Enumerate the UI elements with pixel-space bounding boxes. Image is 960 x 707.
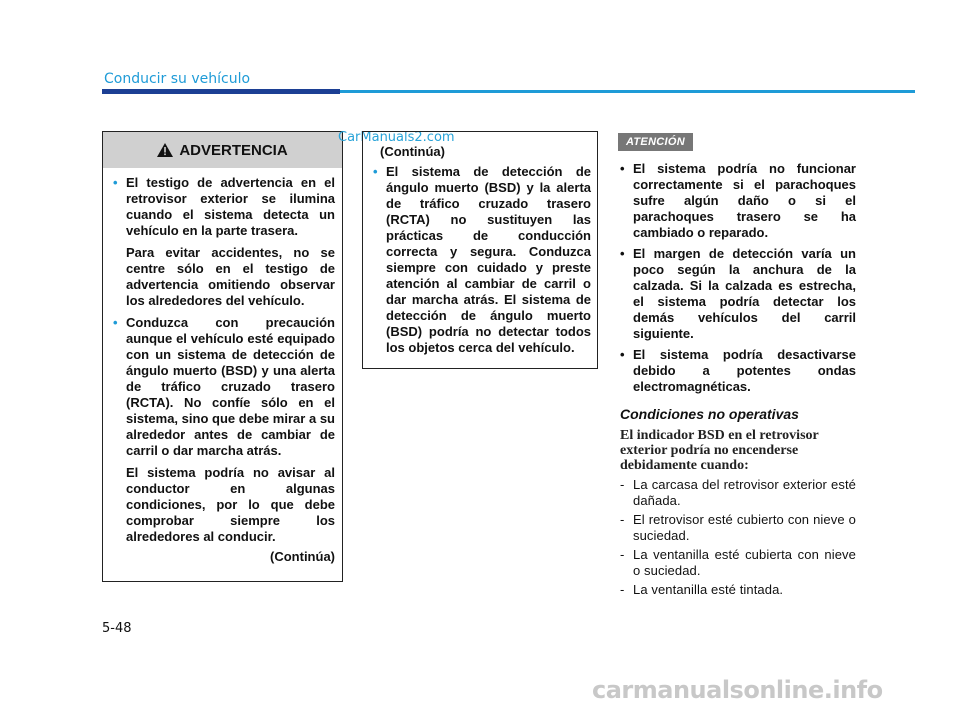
header-title: Conducir su vehículo — [104, 71, 251, 87]
list-item — [620, 246, 856, 342]
item-text: El sistema podría desactivarse debido a potentes ondas electromagnéticas. — [633, 347, 856, 394]
bullet-icon: • — [113, 315, 118, 330]
item-text: El margen de detección varía un poco según la anchura de la calzada. Si la calzada es estrecha, el sistema podría detectar los demás vehículos del carril siguiente. — [633, 246, 856, 341]
dash-marker: - — [620, 582, 625, 597]
bullet-icon: • — [373, 164, 378, 179]
conditions-list — [620, 477, 856, 601]
section-heading: Condiciones no operativas — [620, 406, 799, 422]
item-text: La ventanilla esté cubierta con nieve o suciedad. — [633, 547, 856, 578]
section-subheading: El indicador BSD en el retrovisor exterior podría no encenderse debidamente cuando: — [620, 428, 819, 473]
list-item — [113, 315, 335, 565]
list-item — [620, 512, 856, 544]
warning-list — [113, 175, 335, 571]
attention-list — [620, 161, 856, 400]
list-item — [373, 164, 591, 356]
continued-label: (Continúa) — [380, 144, 445, 159]
dash-marker: - — [620, 477, 625, 492]
list-item — [620, 477, 856, 509]
list-item — [620, 547, 856, 579]
bullet-icon: • — [620, 347, 625, 362]
warning-triangle-icon — [157, 143, 173, 157]
bullet-icon: • — [113, 175, 118, 190]
bullet-icon: • — [620, 161, 625, 176]
list-item — [113, 175, 335, 309]
continued-list — [373, 164, 591, 362]
paragraph: El testigo de advertencia en el retrovisor exterior se ilumina cuando el sistema detecta un vehículo en la parte trasera. — [126, 175, 335, 238]
dash-marker: - — [620, 547, 625, 562]
item-text: La ventanilla esté tintada. — [633, 582, 784, 597]
page-number: 5-48 — [102, 621, 132, 636]
warning-header — [103, 132, 342, 168]
header-rule-accent — [102, 89, 340, 94]
warning-label: ADVERTENCIA — [179, 141, 288, 159]
list-item — [620, 582, 856, 598]
footer-watermark: carmanualsonline.info — [592, 676, 883, 704]
header-rule — [102, 90, 915, 93]
warning-box — [102, 131, 343, 582]
paragraph: Para evitar accidentes, no se centre sólo en el testigo de advertencia omitiendo observar los alrededores del vehículo. — [126, 245, 335, 308]
continued-box — [362, 131, 598, 369]
watermark-top: CarManuals2.com — [338, 130, 455, 145]
item-text: La carcasa del retrovisor exterior esté dañada. — [633, 477, 856, 508]
paragraph: El sistema de detección de ángulo muerto (BSD) y la alerta de tráfico cruzado trasero (RCTA) no sustituyen las prácticas de conducción correcta y segura. Conduzca siempre con cuidado y preste atención al cambiar de carril o dar marcha atrás. El sistema de detección de ángulo muerto (BSD) podría no detectar todos los objetos cerca del vehículo. — [386, 164, 591, 355]
list-item — [620, 347, 856, 395]
continues-label: (Continúa) — [270, 549, 335, 564]
bullet-icon: • — [620, 246, 625, 261]
paragraph: El sistema podría no avisar al conductor en algunas condiciones, por lo que debe comprobar siempre los alrededores al conducir. — [126, 465, 335, 544]
item-text: El retrovisor esté cubierto con nieve o suciedad. — [633, 512, 856, 543]
attention-badge: ATENCIÓN — [618, 133, 693, 151]
paragraph: Conduzca con precaución aunque el vehículo esté equipado con un sistema de detección de ángulo muerto (BSD) y una alerta de tráfico cruzado trasero (RCTA). No confíe sólo en el sistema, sino que debe mirar a su alrededor antes de cambiar de carril o dar marcha atrás. — [126, 315, 335, 458]
list-item — [620, 161, 856, 241]
dash-marker: - — [620, 512, 625, 527]
item-text: El sistema podría no funcionar correctamente si el parachoques sufre algún daño o si el parachoques trasero se ha cambiado o reparado. — [633, 161, 856, 240]
